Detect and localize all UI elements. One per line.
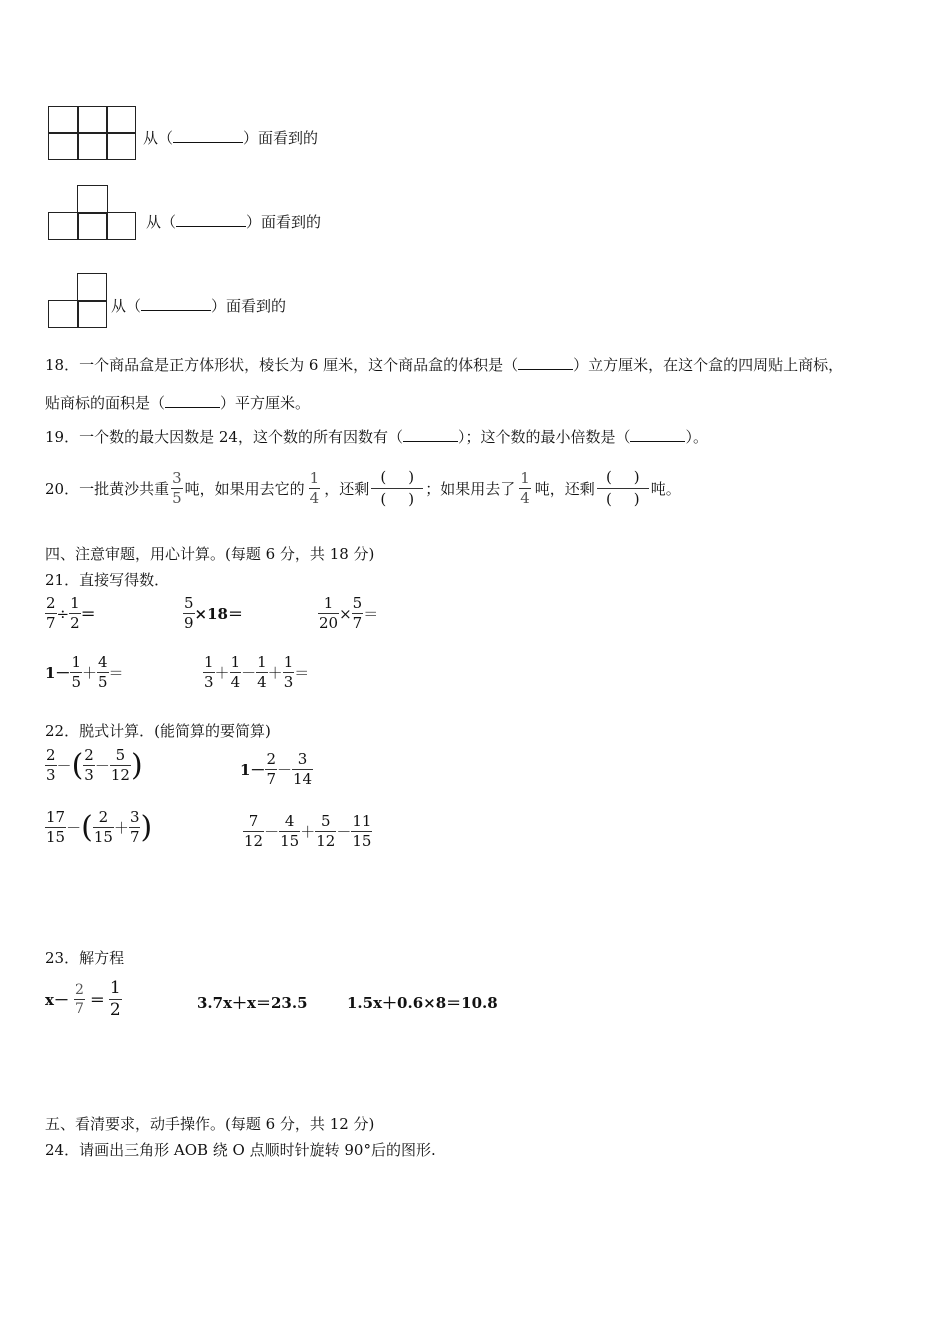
question-20: 20．一批黄沙共重 $\frac{3}{5}$ 吨，如果用去它的 $\frac{1}{4}$ ，还剩 $\frac{( )}{( )}$ ；如果用去了 $\frac{1}{4}$ 吨，还剩 $\frac{( )}{( )}$ 吨。 xyxy=(45,467,681,508)
q22-expression-1: $\frac{2}{3}$ － ( $\frac{2}{3}$ － $\frac{5}{12}$ ) xyxy=(46,746,143,784)
fraction-3-5: $\frac{3}{5}$ xyxy=(172,468,182,507)
view-figure-1 xyxy=(48,106,138,160)
q23-equation-1: x－ $\frac{2}{7}$ ＝ $\frac{1}{2}$ xyxy=(45,978,121,1020)
q21-expression-2: $\frac{5}{9}$ ×18＝ xyxy=(184,594,243,632)
view-answer-1: 从（ ）面看到的 xyxy=(143,129,319,147)
view-answer-2: 从（ ）面看到的 xyxy=(146,213,322,231)
q23-equation-3: 1.5x＋0.6×8＝10.8 xyxy=(347,994,498,1012)
section-4-title: 四、注意审题，用心计算。(每题 6 分，共 18 分) xyxy=(45,545,375,563)
q22-expression-4: $\frac{7}{12}$ － $\frac{4}{15}$ ＋ $\frac{5}{12}$ － $\frac{11}{15}$ xyxy=(244,812,372,850)
question-18-line-1: 18．一个商品盒是正方体形状，棱长为 6 厘米，这个商品盒的体积是（ ）立方厘米，在这个盒的四周贴上商标， xyxy=(45,356,844,374)
view-figure-2 xyxy=(48,185,138,241)
q21-expression-4: 1－ $\frac{1}{5}$ ＋ $\frac{4}{5}$ ＝ xyxy=(45,653,124,691)
q20-answer-fraction-2[interactable]: $\frac{( )}{( )}$ xyxy=(597,470,649,507)
q20-answer-fraction-1[interactable]: $\frac{( )}{( )}$ xyxy=(371,470,423,507)
fraction-1-4-b: $\frac{1}{4}$ xyxy=(520,468,530,507)
view-blank-2[interactable] xyxy=(176,214,246,227)
q22-expression-3: $\frac{17}{15}$ － ( $\frac{2}{15}$ ＋ $\frac{3}{7}$ ) xyxy=(46,808,153,846)
view-figure-3 xyxy=(48,273,108,329)
question-24: 24．请画出三角形 AOB 绕 O 点顺时针旋转 90°后的图形. xyxy=(45,1141,436,1159)
view-blank-1[interactable] xyxy=(173,130,243,143)
question-19: 19．一个数的最大因数是 24，这个数的所有因数有（ ）；这个数的最小倍数是（ ）。 xyxy=(45,428,708,446)
fraction-1-4: $\frac{1}{4}$ xyxy=(309,468,320,507)
q18-blank-1[interactable] xyxy=(518,357,573,370)
q19-blank-1[interactable] xyxy=(403,429,458,442)
view-blank-3[interactable] xyxy=(141,298,211,311)
section-5-title: 五、看清要求，动手操作。(每题 6 分，共 12 分) xyxy=(45,1115,375,1133)
question-18-line-2: 贴商标的面积是（ ）平方厘米。 xyxy=(45,394,311,412)
q21-expression-1: $\frac{2}{7}$ ÷ $\frac{1}{2}$ ＝ xyxy=(46,594,96,632)
view-answer-3: 从（ ）面看到的 xyxy=(111,297,287,315)
q21-expression-3: $\frac{1}{20}$ × $\frac{5}{7}$ ＝ xyxy=(319,594,379,632)
q21-expression-5: $\frac{1}{3}$ ＋ $\frac{1}{4}$ － $\frac{1}{4}$ ＋ $\frac{1}{3}$ ＝ xyxy=(204,653,310,691)
q23-equation-2: 3.7x＋x＝23.5 xyxy=(197,994,308,1012)
question-21-title: 21．直接写得数． xyxy=(45,571,170,589)
q22-expression-2: 1－ $\frac{2}{7}$ － $\frac{3}{14}$ xyxy=(240,750,313,788)
q18-blank-2[interactable] xyxy=(165,395,220,408)
q19-blank-2[interactable] xyxy=(630,429,685,442)
question-23-title: 23．解方程 xyxy=(45,949,125,967)
question-22-title: 22．脱式计算．(能简算的要简算) xyxy=(45,722,271,740)
